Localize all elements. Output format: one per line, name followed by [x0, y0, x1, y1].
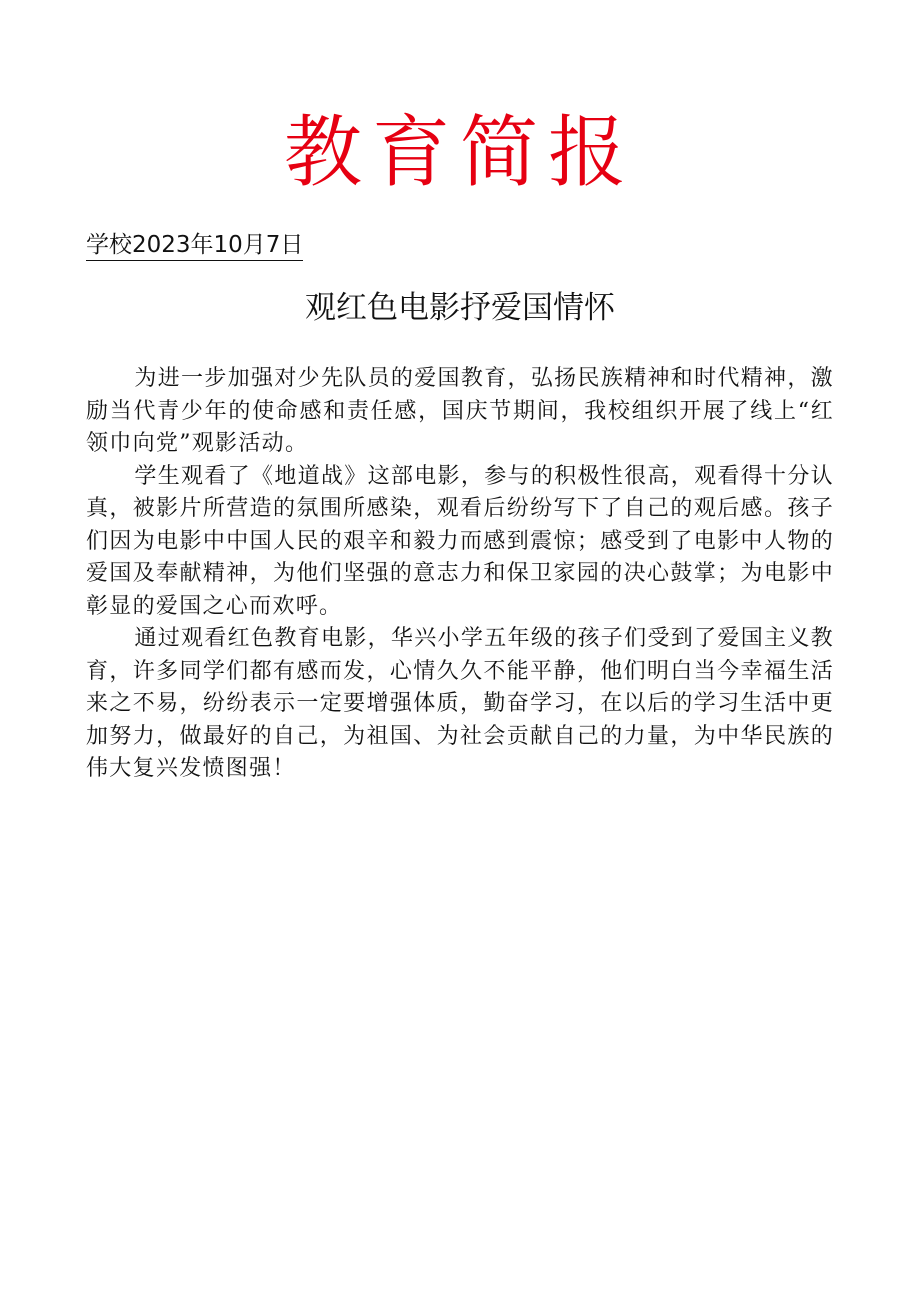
article-title: 观红色电影抒爱国情怀 — [305, 290, 615, 326]
paragraph: 学生观看了《地道战》这部电影，参与的积极性很高，观看得十分认真，被影片所营造的氛围所感染，观看后纷纷写下了自己的观后感。孩子们因为电影中中国人民的艰辛和毅力而感到震惊；感受到了电影中人物的爱国及奉献精神，为他们坚强的意志力和保卫家园的决心鼓掌；为电影中彰显的爱国之心而欢呼。 — [86, 463, 834, 619]
article-body — [86, 363, 834, 786]
masthead-title: 教育简报 — [283, 108, 636, 198]
dateline: 学校2023年10月7日 — [86, 230, 303, 261]
paragraph: 为进一步加强对少先队员的爱国教育，弘扬民族精神和时代精神，激励当代青少年的使命感和责任感，国庆节期间，我校组织开展了线上“红领巾向党”观影活动。 — [86, 366, 834, 456]
paragraph: 通过观看红色教育电影，华兴小学五年级的孩子们受到了爱国主义教育，许多同学们都有感而发，心情久久不能平静，他们明白当今幸福生活来之不易，纷纷表示一定要增强体质，勤奋学习，在以后的学习生活中更加努力，做最好的自己，为祖国、为社会贡献自己的力量，为中华民族的伟大复兴发愤图强！ — [86, 626, 834, 781]
